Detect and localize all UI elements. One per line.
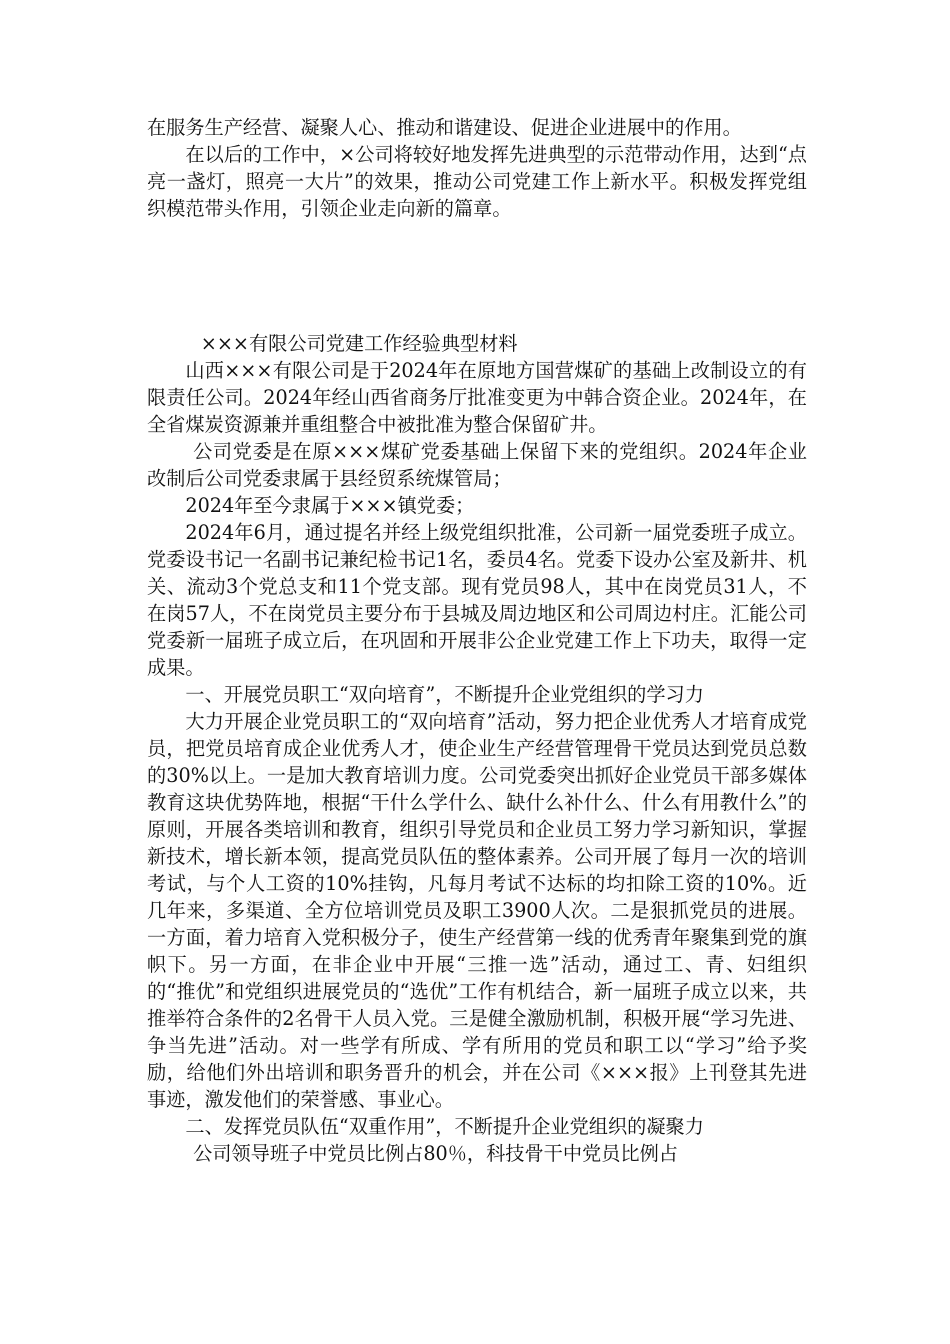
section-heading-1: 一、开展党员职工“双向培育”，不断提升企业党组织的学习力 xyxy=(185,683,704,706)
document-title: ×××有限公司党建工作经验典型材料 xyxy=(200,332,518,355)
document-page xyxy=(147,114,807,1167)
section-gap xyxy=(147,222,807,330)
section-heading-2: 二、发挥党员队伍“双重作用”，不断提升企业党组织的凝聚力 xyxy=(185,1115,704,1138)
paragraph-section-1: 大力开展企业党员职工的“双向培育”活动，努力把企业优秀人才培育成党员，把党员培育成企业优秀人才，使企业生产经营管理骨干党员达到党员总数的30%以上。一是加大教育培训力度。公司党委突出抓好企业党员干部多媒体教育这块优势阵地，根据“干什么学什么、缺什么补什么、什么有用教什么”的原则，开展各类培训和教育，组织引导党员和企业员工努力学习新知识，掌握新技术，增长新本领，提高党员队伍的整体素养。公司开展了每月一次的培训考试，与个人工资的10%挂钩，凡每月考试不达标的均扣除工资的10%。近几年来，多渠道、全方位培训党员及职工3900人次。二是狠抓党员的进展。一方面，着力培育入党积极分子，使生产经营第一线的优秀青年聚集到党的旗帜下。另一方面，在非企业中开展“三推一选”活动，通过工、青、妇组织的“推优”和党组织进展党员的“选优”工作有机结合，新一届班子成立以来，共推举符合条件的2名骨干人员入党。三是健全激励机制，积极开展“学习先进、争当先进”活动。对一些学有所成、学有所用的党员和职工以“学习”给予奖励，给他们外出培训和职务晋升的机会，并在公司《×××报》上刊登其先进事迹，激发他们的荣誉感、事业心。 xyxy=(147,710,807,1111)
paragraph-section-2: 公司领导班子中党员比例占80％，科技骨干中党员比例占 xyxy=(193,1142,678,1165)
paragraph-closing: 在以后的工作中，×公司将较好地发挥先进典型的示范带动作用，达到“点亮一盏灯，照亮一大片”的效果，推动公司党建工作上新水平。积极发挥党组织模范带头作用，引领企业走向新的篇章。 xyxy=(147,143,807,220)
paragraph-structure: 2024年6月，通过提名并经上级党组织批准，公司新一届党委班子成立。党委设书记一名副书记兼纪检书记1名，委员4名。党委下设办公室及新井、机关、流动3个党总支和11个党支部。现有党员98人，其中在岗党员31人，不在岗57人，不在岗党员主要分布于县城及周边地区和公司周边村庄。汇能公司党委新一届班子成立后，在巩固和开展非公企业党建工作上下功夫，取得一定成果。 xyxy=(147,521,807,679)
paragraph-intro: 山西×××有限公司是于2024年在原地方国营煤矿的基础上改制设立的有限责任公司。2024年经山西省商务厅批准变更为中韩合资企业。2024年，在全省煤炭资源兼并重组整合中被批准为整合保留矿井。 xyxy=(147,359,807,436)
paragraph-affiliation: 2024年至今隶属于×××镇党委； xyxy=(185,494,475,517)
paragraph-party-committee: 公司党委是在原×××煤矿党委基础上保留下来的党组织。2024年企业改制后公司党委隶属于县经贸系统煤管局； xyxy=(147,440,807,490)
paragraph-continuation: 在服务生产经营、凝聚人心、推动和谐建设、促进企业进展中的作用。 xyxy=(147,116,742,139)
